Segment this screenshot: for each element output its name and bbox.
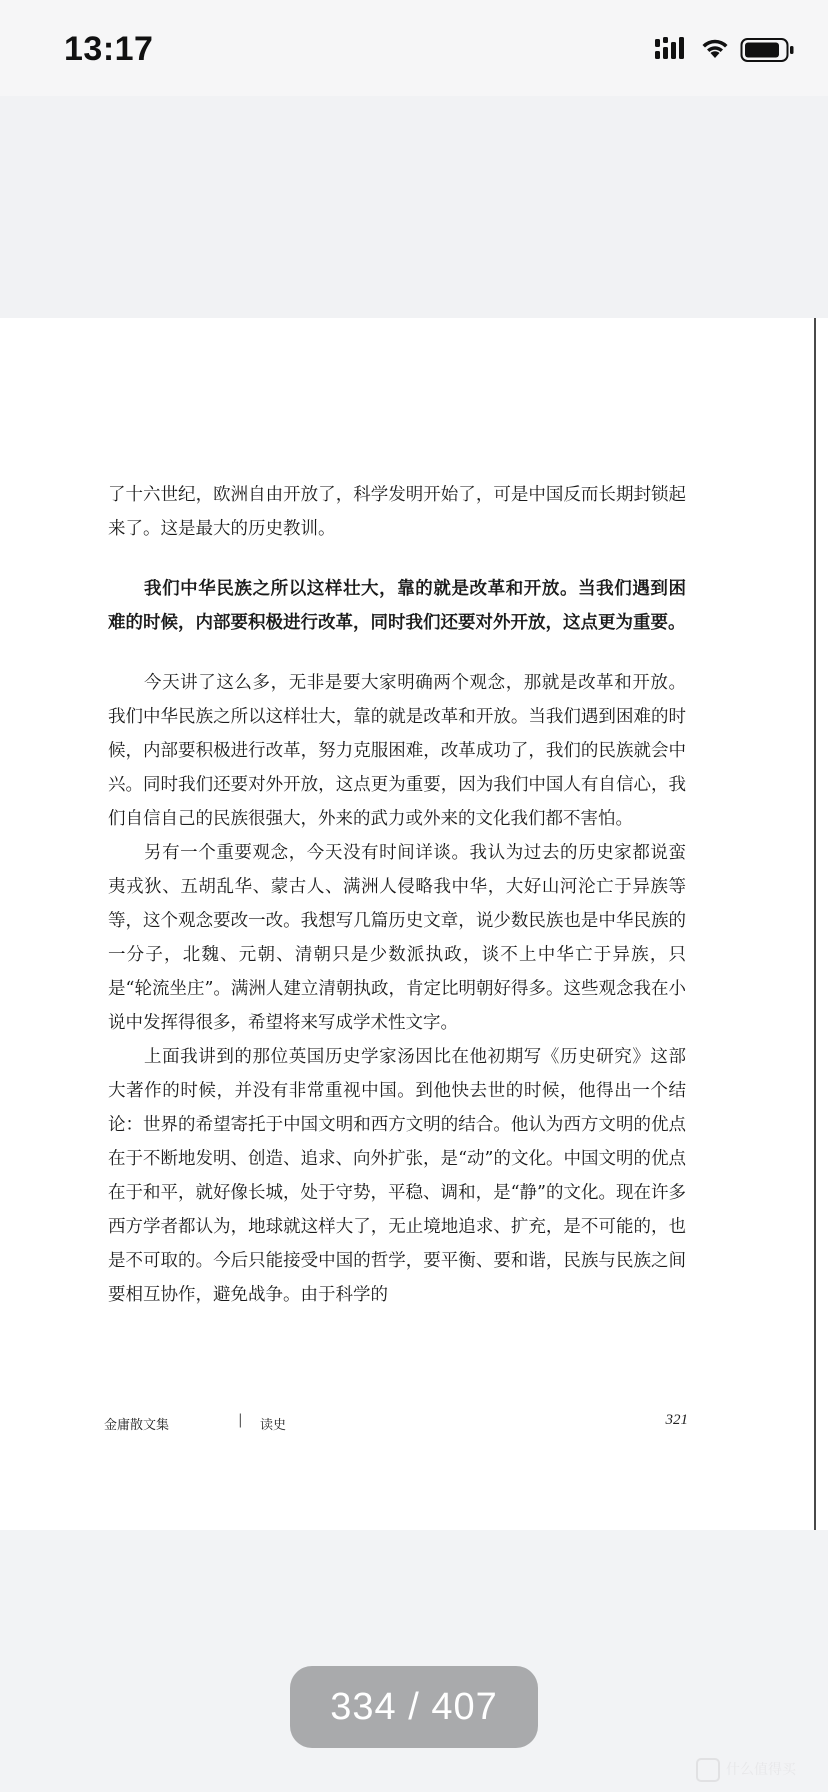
paragraph-2-bold-quote: 我们中华民族之所以这样壮大，靠的就是改革和开放。当我们遇到困难的时候，内部要积极进行改革，同时我们还要对外开放，这点更为重要。 — [108, 579, 686, 633]
wifi-icon — [698, 34, 732, 64]
status-time: 13:17 — [64, 30, 154, 68]
watermark-text: 什么值得买 — [726, 1762, 796, 1778]
reader-top-margin — [0, 96, 828, 318]
battery-icon — [740, 36, 796, 64]
page-edge-line — [814, 318, 816, 1530]
paragraph-1: 了十六世纪，欧洲自由开放了，科学发明开始了，可是中国反而长期封锁起来了。这是最大的历史教训。 — [108, 485, 686, 539]
footer-page-number: 321 — [665, 1412, 688, 1428]
cellular-signal-icon — [654, 34, 688, 64]
footer-separator: | — [238, 1412, 243, 1428]
watermark — [696, 1758, 824, 1786]
page-footer — [104, 1412, 688, 1438]
watermark-logo-icon — [696, 1758, 720, 1782]
book-page[interactable] — [0, 318, 812, 1530]
footer-book-title: 金庸散文集 — [104, 1418, 170, 1433]
paragraph-5: 上面我讲到的那位英国历史学家汤因比在他初期写《历史研究》这部大著作的时候，并没有非常重视中国。到他快去世的时候，他得出一个结论：世界的希望寄托于中国文明和西方文明的结合。他认为西方文明的优点在于不断地发明、创造、追求、向外扩张，是“动”的文化。中国文明的优点在于和平，就好像长城，处于守势，平稳、调和，是“静”的文化。现在许多西方学者都认为，地球就这样大了，无止境地追求、扩充，是不可能的，也是不可取的。今后只能接受中国的哲学，要平衡、要和谐，民族与民族之间要相互协作，避免战争。由于科学的 — [108, 1047, 686, 1305]
paragraph-4: 另有一个重要观念，今天没有时间详谈。我认为过去的历史家都说蛮夷戎狄、五胡乱华、蒙古人、满洲人侵略我中华，大好山河沦亡于异族等等，这个观念要改一改。我想写几篇历史文章，说少数民族也是中华民族的一分子，北魏、元朝、清朝只是少数派执政，谈不上中华亡于异族，只是“轮流坐庄”。满洲人建立清朝执政，肯定比明朝好得多。这些观念我在小说中发挥得很多，希望将来写成学术性文字。 — [108, 843, 686, 1033]
status-bar — [0, 0, 828, 96]
page-text — [108, 478, 686, 1312]
page-indicator: 334 / 407 — [290, 1666, 538, 1748]
footer-section-title: 读史 — [260, 1418, 287, 1433]
paragraph-3: 今天讲了这么多，无非是要大家明确两个观念，那就是改革和开放。我们中华民族之所以这样壮大，靠的就是改革和开放。当我们遇到困难的时候，内部要积极进行改革，努力克服困难，改革成功了，我们的民族就会中兴。同时我们还要对外开放，这点更为重要，因为我们中国人有自信心，我们自信自己的民族很强大，外来的武力或外来的文化我们都不害怕。 — [108, 673, 686, 829]
